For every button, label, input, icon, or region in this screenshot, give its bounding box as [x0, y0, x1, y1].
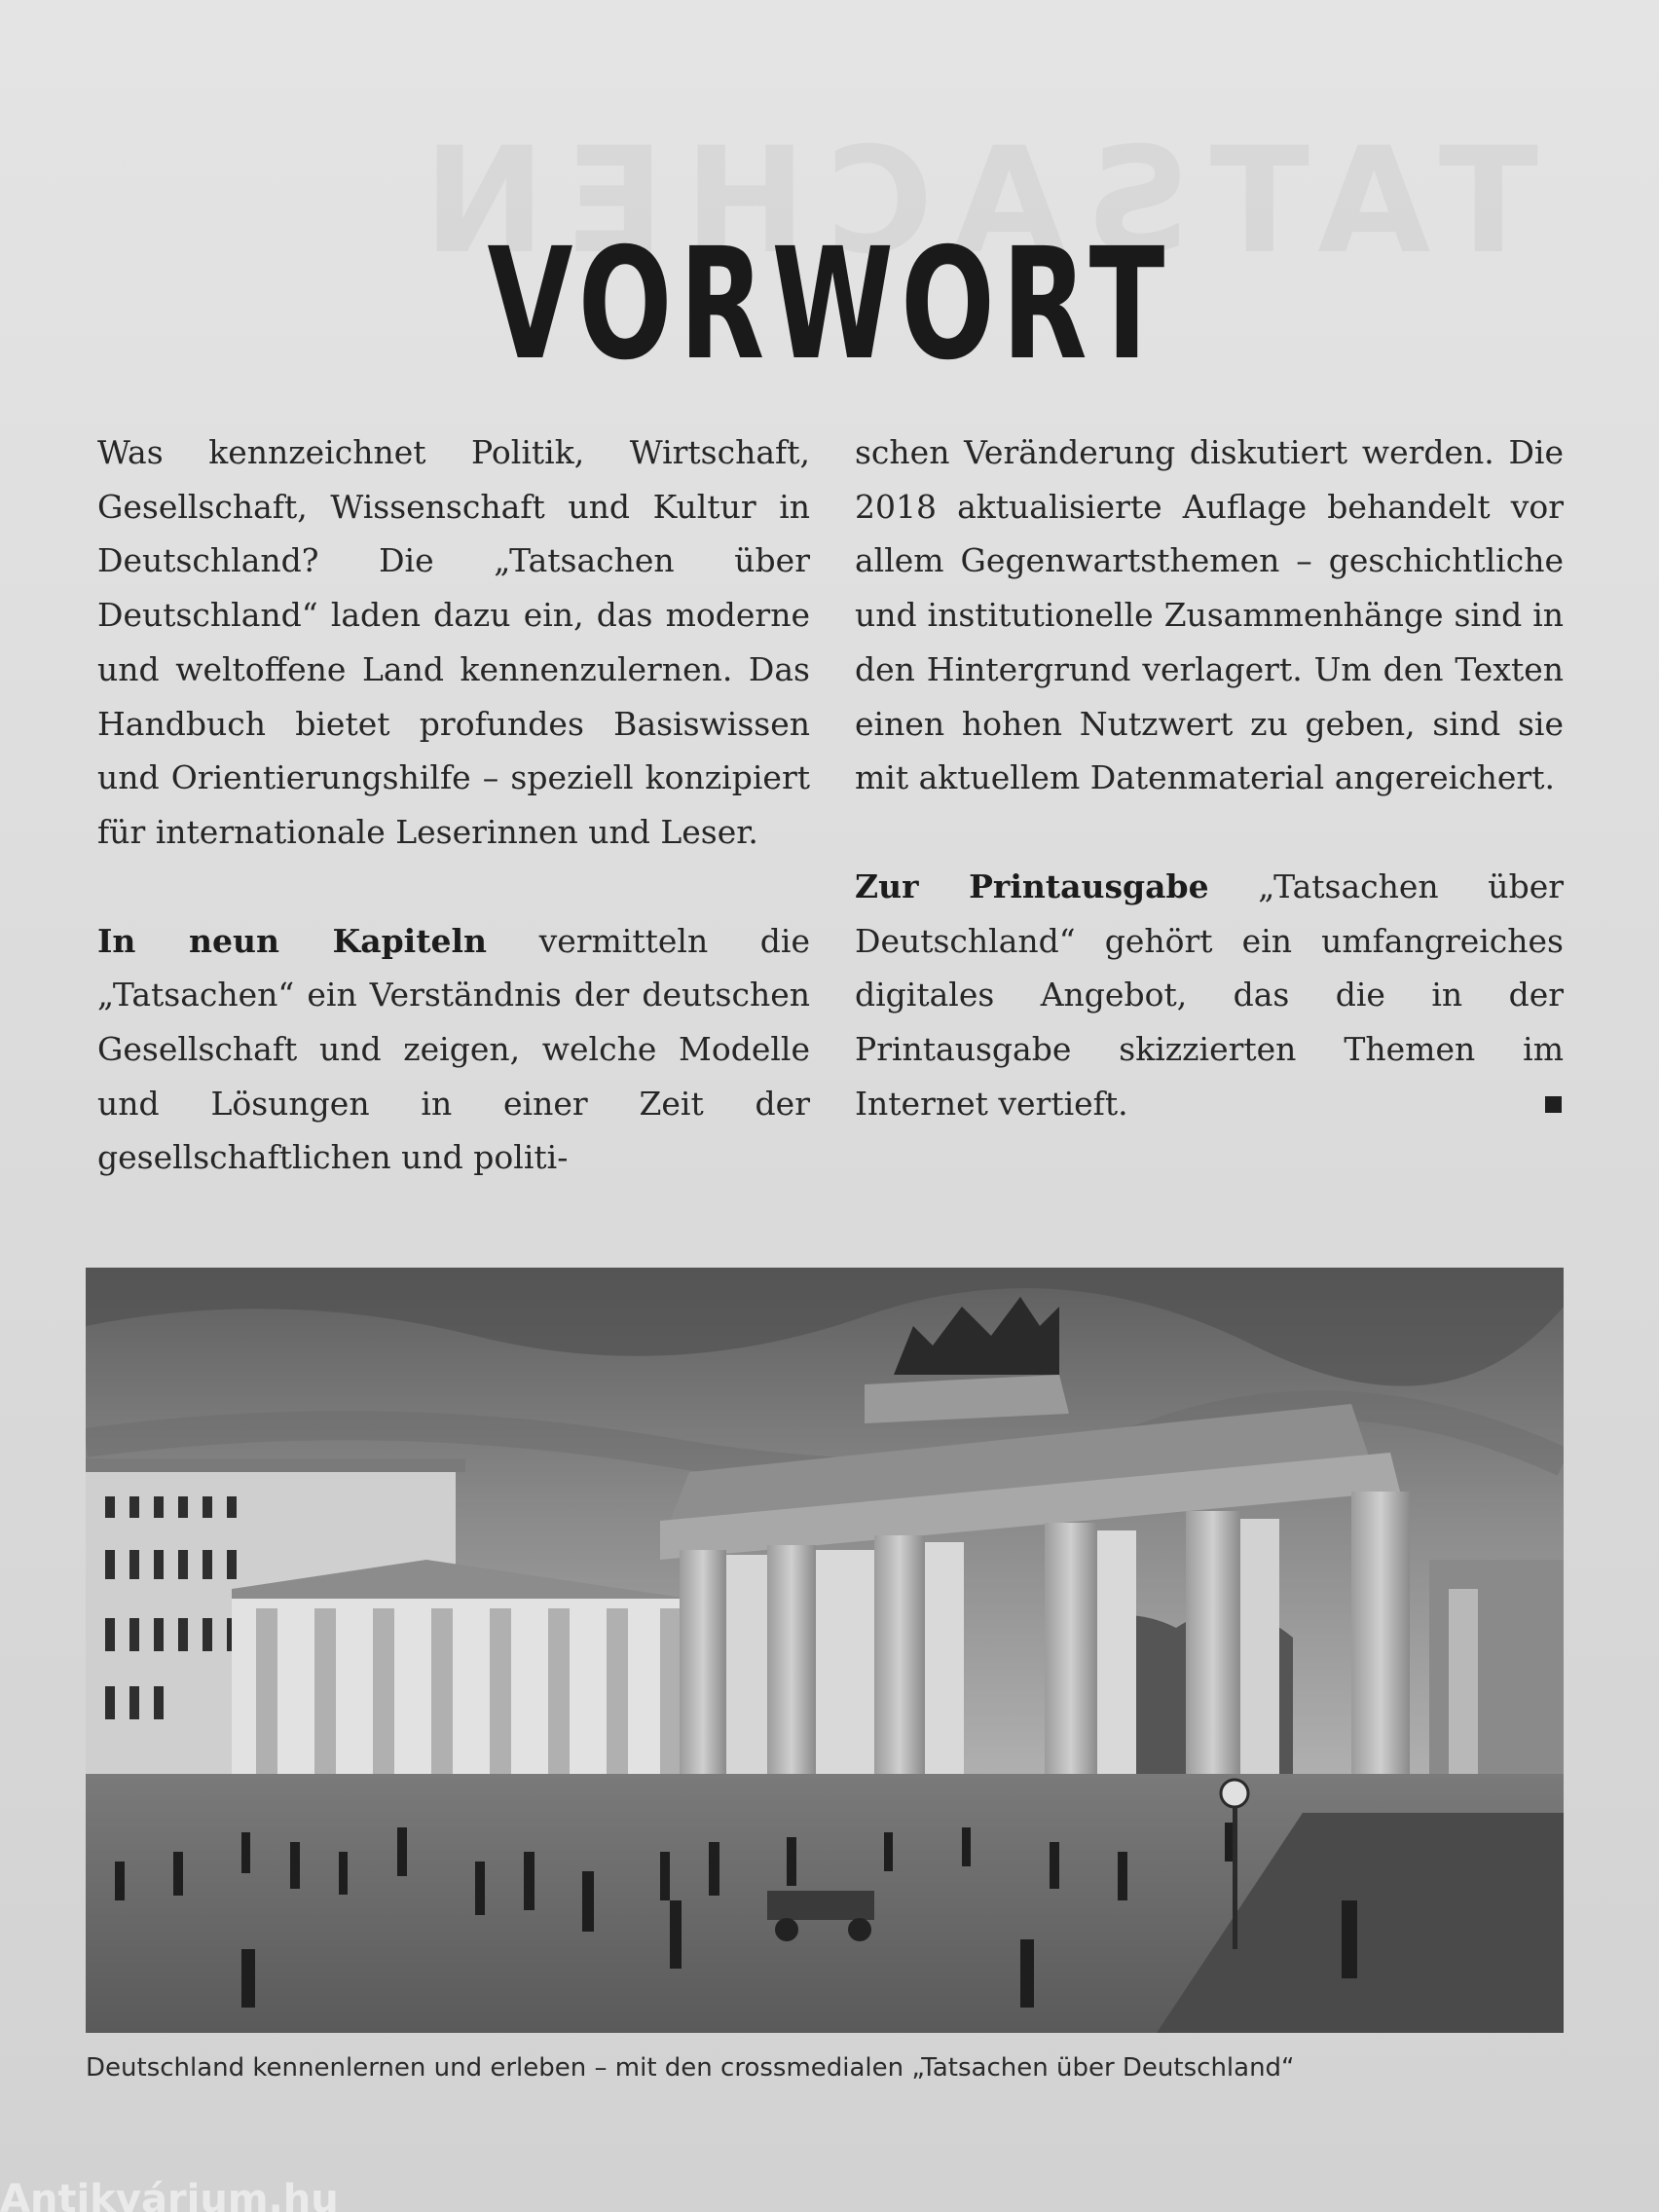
paragraph-intro: Was kennzeichnet Politik, Wirtschaft, Gesellschaft, Wissenschaft und Kultur in Deutschland? Die „Tatsachen über Deutschland“ laden dazu ein, das moderne und weltoffene Land kennenzulernen. Das Handbuch bietet profundes Basiswissen und Orientierungshilfe – speziell konzipiert für internationale Leserinnen und Leser.: [97, 433, 810, 851]
lead-in-chapters: In neun Kapiteln: [97, 921, 487, 960]
paragraph-print: [855, 860, 1564, 1131]
text-column-left: [97, 425, 810, 1185]
brandenburg-gate-photo: [86, 1268, 1564, 2033]
lead-in-print: Zur Printausgabe: [855, 866, 1209, 905]
end-mark-icon: [1545, 1096, 1562, 1113]
paragraph-chapters-text: vermitteln die „Tatsachen“ ein Verständnis der deutschen Gesellschaft und zeigen, welche Modelle und Lösungen in einer Zeit der gesellschaftlichen und politi-: [97, 921, 811, 1177]
watermark: Antikvárium.hu: [0, 2177, 339, 2212]
photo-caption: Deutschland kennenlernen und erleben – mit den crossmedialen „Tatsachen über Deutschland“: [86, 2053, 1295, 2083]
paragraph-print-text: „Tatsachen über Deutschland“ gehört ein umfangreiches digitales Angebot, das die in der Printausgabe skizzierten Themen im Internet vertieft.: [855, 866, 1564, 1123]
page-title: VORWORT: [487, 214, 1172, 394]
paragraph-chapters: [97, 914, 810, 1186]
text-column-right: [855, 425, 1564, 1130]
paragraph-edition: schen Veränderung diskutiert werden. Die 2018 aktualisierte Auflage behandelt vor allem Gegenwartsthemen – geschichtliche und institutionelle Zusammenhänge sind in den Hintergrund verlagert. Um den Texten einen hohen Nutzwert zu geben, sind sie mit aktuellem Datenmaterial angereichert.: [855, 433, 1564, 797]
